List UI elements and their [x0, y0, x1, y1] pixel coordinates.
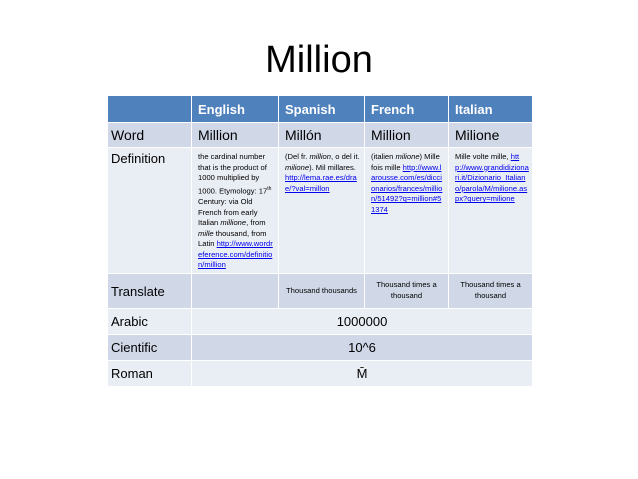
def-text: (Del fr. — [285, 152, 310, 161]
word-italian: Milione — [449, 123, 533, 148]
million-table — [107, 95, 533, 387]
def-text: ) Mille fois mille — [371, 152, 440, 172]
header-row — [108, 96, 533, 123]
row-definition — [108, 148, 533, 274]
definition-italian — [449, 148, 533, 274]
rae-link[interactable]: http://lema.rae.es/drae/?val=millon — [285, 173, 357, 193]
row-word — [108, 123, 533, 148]
row-roman — [108, 361, 533, 387]
header-english: English — [192, 96, 279, 123]
arabic-value: 1000000 — [192, 309, 533, 335]
def-text: , from — [246, 218, 266, 228]
row-label-roman: Roman — [108, 361, 192, 387]
scientific-value: 10^6 — [192, 335, 533, 361]
translate-italian: Thousand times a thousand — [449, 274, 533, 309]
grandidizionari-link[interactable]: http://www.grandidizionari.it/Dizionario_Italiano/parola/M/milione.aspx?query=milione — [455, 152, 529, 204]
definition-english — [192, 148, 279, 274]
translate-spanish: Thousand thousands — [279, 274, 365, 309]
row-label-arabic: Arabic — [108, 309, 192, 335]
def-italic: mille — [198, 228, 214, 238]
larousse-link[interactable]: http://www.larousse.com/es/diccionarios/frances/million/51492?q=million#51374 — [371, 162, 443, 214]
row-label-scientific: Cientific — [108, 335, 192, 361]
header-italian: Italian — [449, 96, 533, 123]
translate-english — [192, 274, 279, 309]
def-italic: millione — [220, 218, 247, 228]
def-text: (italien — [371, 152, 396, 161]
def-italic: milione — [395, 152, 420, 161]
word-english: Million — [192, 123, 279, 148]
def-text: ). Mil millares. — [309, 162, 356, 172]
def-italic: million — [309, 152, 332, 161]
row-translate — [108, 274, 533, 309]
translate-french: Thousand times a thousand — [365, 274, 449, 309]
header-spanish: Spanish — [279, 96, 365, 123]
definition-spanish — [279, 148, 365, 274]
def-text: thousand, from Latin — [198, 228, 267, 249]
def-text: Mille volte mille, — [455, 152, 509, 161]
row-label-translate: Translate — [108, 274, 192, 309]
definition-french — [365, 148, 449, 274]
def-italic: milione — [285, 162, 310, 172]
roman-value: M̄ — [192, 361, 533, 387]
def-text: the cardinal number that is the product of 1000 multiplied by 1000. Etymology: 17 — [198, 152, 268, 196]
row-arabic — [108, 309, 533, 335]
header-empty — [108, 96, 192, 123]
row-label-word: Word — [108, 123, 192, 148]
header-french: French — [365, 96, 449, 123]
page-title: Million — [265, 39, 373, 81]
word-spanish: Millón — [279, 123, 365, 148]
row-scientific — [108, 335, 533, 361]
def-text: Century: via Old French from early Italian — [198, 196, 258, 228]
row-label-definition: Definition — [108, 148, 192, 274]
word-french: Million — [365, 123, 449, 148]
wordreference-link[interactable]: http://www.wordreference.com/definition/million — [198, 239, 273, 270]
def-text: , o del it. — [331, 152, 360, 161]
def-sup: th — [267, 185, 272, 192]
